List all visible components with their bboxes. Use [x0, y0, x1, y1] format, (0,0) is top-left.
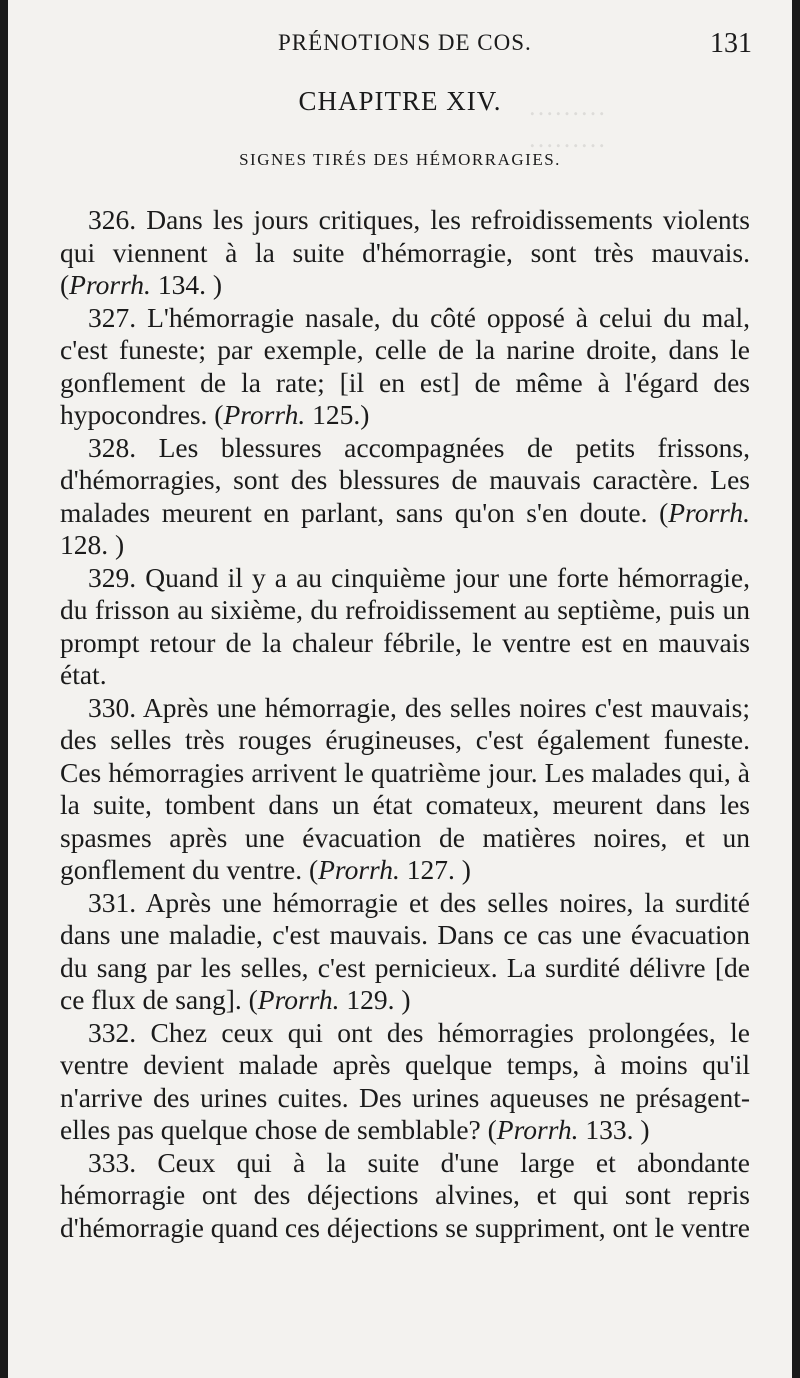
paragraph-number: 333. — [88, 1146, 137, 1178]
paragraph — [60, 302, 750, 432]
paragraph — [60, 1017, 750, 1147]
paragraph — [60, 432, 750, 562]
paragraph-text: Chez ceux qui ont des hémorragies prolongées, le ventre devient malade après quelque temps, à moins qu'il n'arrive des urines cuites. Des urines aqueuses ne présagent-elles pas quelque chose de semblable? ( — [60, 1016, 750, 1145]
reference: Prorrh. — [668, 496, 750, 528]
running-head — [8, 30, 792, 64]
body-text — [60, 204, 750, 1244]
paragraph — [60, 562, 750, 692]
reference-number: 125.) — [305, 399, 370, 430]
reference-number: 134. ) — [150, 269, 222, 300]
reference-number: 129. ) — [339, 984, 411, 1015]
reference: Prorrh. — [496, 1114, 579, 1145]
bleed-through-texture: ……… — [528, 124, 606, 153]
paragraph-number: 326. — [88, 204, 137, 235]
paragraph-text: Après une hémorragie, des selles noires c'est mauvais; des selles très rouges érugineuses, c'est également funeste. Ces hémorragies arrivent le quatrième jour. Les malades qui, à la suite, tombent dans un état comateux, meurent dans les spasmes après une évacuation de matières noires, et un gonflement du ventre. ( — [60, 691, 750, 885]
page-number: 131 — [710, 28, 752, 59]
paragraph-text: Dans les jours critiques, les refroidissements violents qui viennent à la suite d'hémorragie, sont très mauvais. ( — [60, 204, 750, 300]
paragraph-number: 331. — [88, 886, 137, 918]
reference: Prorrh. — [69, 269, 151, 300]
paragraph-text: Les blessures accompagnées de petits frissons, d'hémorragies, sont des blessures de mauvais caractère. Les malades meurent en parlant, sans qu'on s'en doute. ( — [60, 431, 750, 528]
book-page — [8, 0, 792, 1378]
paragraph — [60, 692, 750, 887]
section-title: SIGNES TIRÉS DES HÉMORRAGIES. — [239, 150, 561, 169]
reference-number: 128. ) — [60, 529, 125, 560]
paragraph-number: 328. — [88, 431, 137, 463]
reference: Prorrh. — [318, 854, 400, 885]
paragraph-text: Après une hémorragie et des selles noires, la surdité dans une maladie, c'est mauvais. Dans ce cas une évacuation du sang par les selles, c'est pernicieux. La surdité délivre [de ce flux de sang]. ( — [60, 886, 750, 1015]
reference: Prorrh. — [257, 984, 340, 1015]
reference-number: 133. ) — [578, 1114, 650, 1145]
chapter-title: CHAPITRE XIV. — [298, 86, 502, 116]
paragraph-number: 327. — [88, 301, 137, 333]
paragraph-text: Ceux qui à la suite d'une large et abondante hémorragie ont des déjections alvines, et qui sont repris d'hémorragie quand ces déjections se suppriment, ont le ventre — [60, 1146, 750, 1243]
running-title: PRÉNOTIONS DE COS. — [278, 30, 532, 55]
paragraph — [60, 887, 750, 1017]
paragraph-number: 332. — [88, 1016, 137, 1048]
paragraph — [60, 204, 750, 302]
paragraph-text: Quand il y a au cinquième jour une forte hémorragie, du frisson au sixième, du refroidissement au septième, puis un prompt retour de la chaleur fébrile, le ventre est en mauvais état. — [60, 561, 750, 690]
reference-number: 127. ) — [399, 854, 471, 885]
paragraph — [60, 1147, 750, 1245]
paragraph-number: 329. — [88, 561, 137, 593]
paragraph-number: 330. — [88, 691, 137, 723]
reference: Prorrh. — [223, 399, 306, 430]
bleed-through-texture: ……… — [528, 92, 606, 121]
paragraph-text: L'hémorragie nasale, du côté opposé à celui du mal, c'est funeste; par exemple, celle de la narine droite, dans le gonflement de la rate; [il en est] de même à l'égard des hypocondres. ( — [60, 301, 750, 430]
